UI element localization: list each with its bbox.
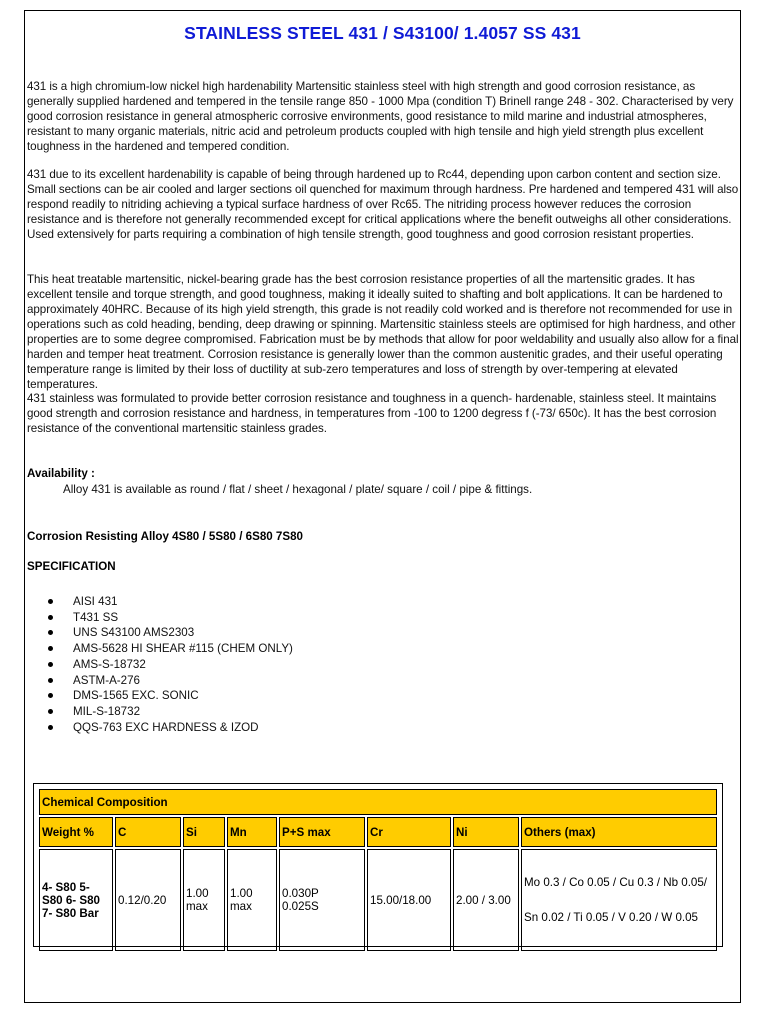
- list-item: AMS-S-18732: [25, 657, 293, 673]
- cell-others: [521, 849, 717, 951]
- header-ni: Ni: [453, 817, 519, 847]
- paragraph-formulation: 431 stainless was formulated to provide better corrosion resistance and toughness in a quench- hardenable, stainless steel. It maintains good strength and corrosion resistance and hardness, in temperatures from -100 to 1200 degress f (-73/ 650c). It has the best corrosion resistance of the conventional martensitic stainless grades.: [27, 392, 717, 435]
- header-si: Si: [183, 817, 225, 847]
- header-ps: P+S max: [279, 817, 365, 847]
- list-item: QQS-763 EXC HARDNESS & IZOD: [25, 720, 293, 736]
- header-c: C: [115, 817, 181, 847]
- list-item: AISI 431: [25, 594, 293, 610]
- bullet-icon: [48, 693, 53, 698]
- bullet-icon: [48, 709, 53, 714]
- paragraph-hardenability: 431 due to its excellent hardenability is capable of being through hardened up to Rc44, depending upon carbon content and section size. Small sections can be air cooled and larger sections oil quenched for maximum through hardness. Pre hardened and tempered 431 will also respond readily to nitriding achieving a typical surface hardness of over Rc65. The nitriding process however reduces the corrosion resistance and is therefore not generally recommended except for critical applications where the benefit outweighs all other considerations. Used extensively for parts requiring a combination of high tensile strength, good toughness and good corrosion resistant properties.: [27, 168, 739, 241]
- list-item: MIL-S-18732: [25, 704, 293, 720]
- cell-si: 1.00 max: [183, 849, 225, 951]
- list-item: UNS S43100 AMS2303: [25, 625, 293, 641]
- header-weight: Weight %: [39, 817, 113, 847]
- bullet-icon: [48, 630, 53, 635]
- list-item: T431 SS: [25, 610, 293, 626]
- list-item: DMS-1565 EXC. SONIC: [25, 688, 293, 704]
- bullet-icon: [48, 662, 53, 667]
- cell-ni: 2.00 / 3.00: [453, 849, 519, 951]
- cell-mn: 1.00 max: [227, 849, 277, 951]
- cell-ps-line1: 0.030P: [282, 887, 319, 900]
- paragraph-intro: 431 is a high chromium-low nickel high hardenability Martensitic stainless steel with high strength and good corrosion resistance, as generally supplied hardened and tempered in the tensile range 850 - 1000 Mpa (condition T) Brinell range 248 - 302. Characterised by very good corrosion resistance in general atmospheric corrosive environments, good resistance to mild marine and industrial atmospheres, resistant to many organic materials, nitric acid and petroleum products coupled with high tensile and high yield strength plus excellent toughness in the hardened and tempered condition.: [27, 80, 734, 153]
- bullet-icon: [48, 646, 53, 651]
- availability-text: Alloy 431 is available as round / flat / sheet / hexagonal / plate/ square / coil / pipe & fittings.: [63, 483, 533, 496]
- bullet-icon: [48, 599, 53, 604]
- bullet-icon: [48, 678, 53, 683]
- document-frame: [24, 10, 741, 1003]
- cell-others-line2: Sn 0.02 / Ti 0.05 / V 0.20 / W 0.05: [524, 911, 699, 924]
- header-others: Others (max): [521, 817, 717, 847]
- chemical-composition-table: [33, 783, 723, 947]
- availability-heading: Availability :: [27, 467, 95, 480]
- header-cr: Cr: [367, 817, 451, 847]
- list-item: AMS-5628 HI SHEAR #115 (CHEM ONLY): [25, 641, 293, 657]
- cell-ps-line2: 0.025S: [282, 900, 319, 913]
- bullet-icon: [48, 725, 53, 730]
- header-mn: Mn: [227, 817, 277, 847]
- page-title: STAINLESS STEEL 431 / S43100/ 1.4057 SS 431: [184, 23, 581, 43]
- cell-ps: [279, 849, 365, 951]
- specification-heading: SPECIFICATION: [27, 560, 116, 573]
- cell-weight: 4- S80 5- S80 6- S80 7- S80 Bar: [39, 849, 113, 951]
- bullet-icon: [48, 615, 53, 620]
- list-item: ASTM-A-276: [25, 673, 293, 689]
- alloy-heading: Corrosion Resisting Alloy 4S80 / 5S80 / 6S80 7S80: [27, 530, 304, 543]
- table-caption: Chemical Composition: [39, 789, 717, 815]
- cell-others-line1: Mo 0.3 / Co 0.05 / Cu 0.3 / Nb 0.05/: [524, 876, 708, 889]
- paragraph-martensitic: This heat treatable martensitic, nickel-bearing grade has the best corrosion resistance properties of all the martensitic grades. It has excellent tensile and torque strength, and good toughness, making it ideally suited to shafting and bolt applications. It can be hardened to approximately 40HRC. Because of its high yield strength, this grade is not readily cold worked and is therefore not recommended for use in operations such as cold heading, bending, deep drawing or spinning. Martensitic stainless steels are optimised for high hardness, and other properties are to some degree compromised. Fabrication must be by methods that allow for poor weldability and usually also allow for a final harden and temper heat treatment. Corrosion resistance is generally lower than the common austenitic grades, and their useful operating temperature range is limited by their loss of ductility at sub-zero temperatures and loss of strength by over-tempering at elevated temperatures.: [27, 273, 739, 391]
- cell-cr: 15.00/18.00: [367, 849, 451, 951]
- cell-c: 0.12/0.20: [115, 849, 181, 951]
- specification-list: [25, 594, 293, 735]
